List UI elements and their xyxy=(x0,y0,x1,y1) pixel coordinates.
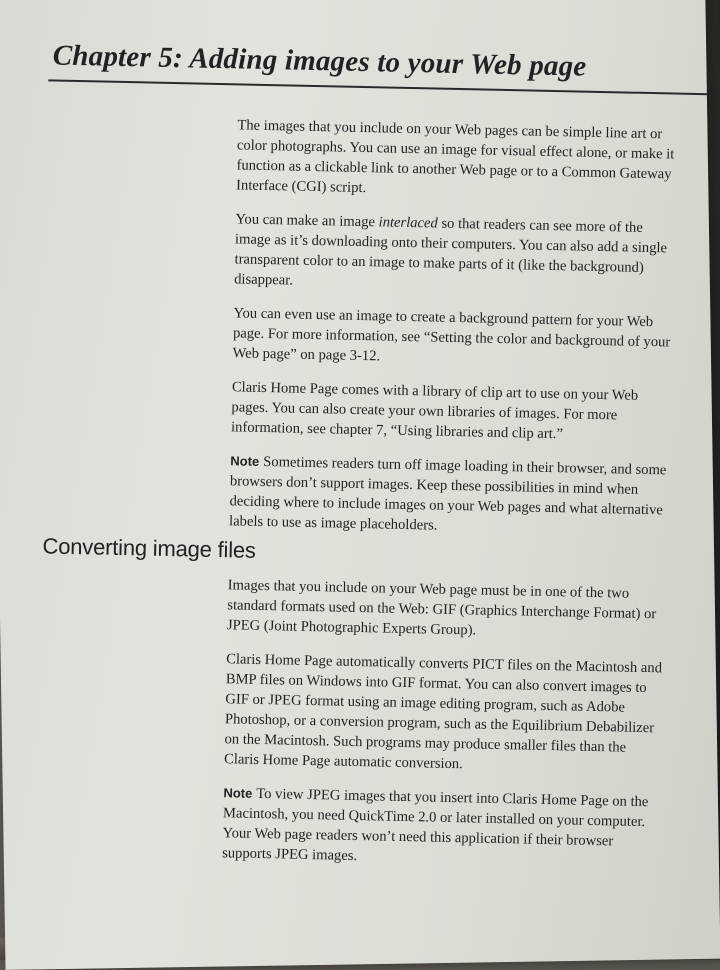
section-paragraph-2: Claris Home Page automatically converts PICT files on the Macintosh and BMP files on Windows into GIF format. You can also convert images to GIF or JPEG format using an image editing program, such as Adobe Photoshop, or a conversion program, such as the Equilibrium Debabilizer on the Macintosh. Such programs may produce smaller files than the Claris Home Page automatic conversion. xyxy=(223,651,663,773)
intro-paragraph-2-start: You can make an image xyxy=(235,211,379,231)
section-heading: Converting image files xyxy=(42,533,257,563)
section-note-label: Note xyxy=(223,785,253,801)
chapter-title: Chapter 5: Adding images to your Web page xyxy=(52,39,587,83)
intro-paragraph-3: You can even use an image to create a background pattern for your Web page. For more information, see “Setting the color and background of your Web page” on page 3-12. xyxy=(232,305,671,365)
interlaced-term: interlaced xyxy=(378,214,438,232)
section-note-text: To view JPEG images that you insert into Claris Home Page on the Macintosh, you need QuickTime 2.0 or later installed on your computer. Your Web page readers won’t need this application if their browser supports JPEG images. xyxy=(221,785,649,865)
intro-paragraph-2-end: so that readers can see more of the image as it’s downloading onto their computers. You can also add a single transparent color to an image to make parts of it (like the background) disappear. xyxy=(234,215,668,289)
intro-paragraph-2 xyxy=(234,209,676,298)
note-label: Note xyxy=(230,453,260,469)
converting-section xyxy=(222,575,668,886)
section-paragraph-1: Images that you include on your Web page must be in one of the two standard formats used on the Web: GIF (Graphics Interchange Format) or JPEG (Joint Photographic Experts Group). xyxy=(226,577,657,639)
section-note-paragraph xyxy=(222,783,664,872)
note-text: Sometimes readers turn off image loading in their browser, and some browsers don’t support images. Keep these possibilities in mind when deciding where to include images on your Web pages and what alternative labels to use as image placeholders. xyxy=(228,453,667,534)
intro-section xyxy=(229,115,678,554)
note-paragraph xyxy=(229,451,671,540)
intro-paragraph-4: Claris Home Page comes with a library of clip art to use on your Web pages. You can also create your own libraries of images. For more information, see chapter 7, “Using libraries and clip art.” xyxy=(230,379,639,443)
intro-paragraph-1: The images that you include on your Web pages can be simple line art or color photographs. You can use an image for visual effect alone, or make it function as a clickable link to another Web page or to a Common Gateway Interface (CGI) script. xyxy=(235,117,675,197)
